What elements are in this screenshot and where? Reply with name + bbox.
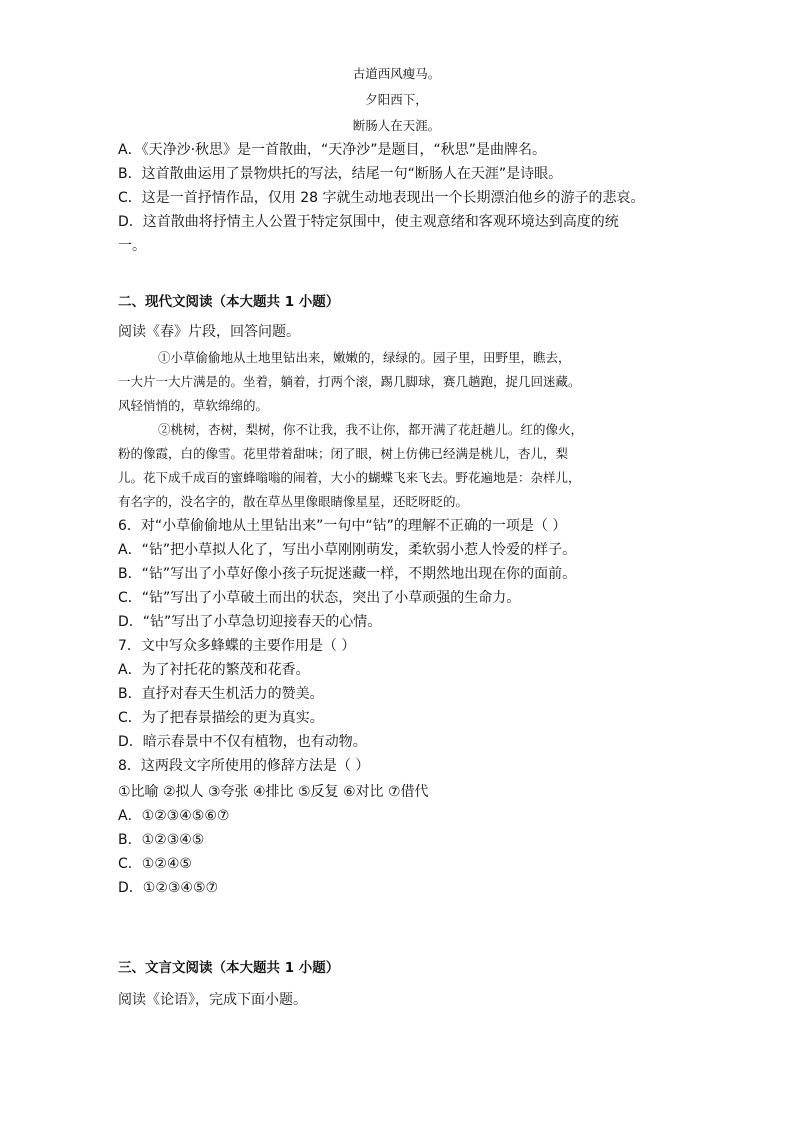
- section-intro: 阅读《春》片段，回答问题。: [118, 324, 300, 340]
- option-c: C．“钻”写出了小草破土而出的状态，突出了小草顽强的生命力。: [118, 590, 521, 606]
- section-heading: 三、文言文阅读（本大题共 1 小题）: [118, 960, 340, 976]
- section-intro: 阅读《论语》，完成下面小题。: [118, 992, 307, 1008]
- option-a: A．“钻”把小草拟人化了，写出小草刚刚萌发，柔软弱小惹人怜爱的样子。: [118, 542, 577, 558]
- option-c: C．这是一首抒情作品，仅用 28 字就生动地表现出一个长期漂泊他乡的游子的悲哀。: [118, 190, 645, 206]
- option-a: A．为了衬托花的繁茂和花香。: [118, 662, 310, 678]
- passage-line: 风轻悄悄的，草软绵绵的。: [118, 398, 269, 413]
- poem-line: 古道西风瘦马。: [352, 66, 441, 81]
- passage-line: ①小草偷偷地从土地里钻出来，嫩嫩的，绿绿的。园子里，田野里，瞧去，: [158, 350, 571, 365]
- passage-line: 一大片一大片满是的。坐着，躺着，打两个滚，踢几脚球，赛几趟跑，捉几回迷藏。: [118, 374, 581, 389]
- option-d: D．暗示春景中不仅有植物，也有动物。: [118, 734, 367, 750]
- option-d: D．①②③④⑤⑦: [118, 880, 219, 896]
- option-c: C．①②④⑤: [118, 856, 192, 872]
- option-d: D．“钻”写出了小草急切迎接春天的心情。: [118, 614, 382, 630]
- question-7: 7．文中写众多蜂蝶的主要作用是（ ）: [118, 638, 356, 654]
- section-heading: 二、现代文阅读（本大题共 1 小题）: [118, 294, 340, 310]
- option-b: B．“钻”写出了小草好像小孩子玩捉迷藏一样，不期然地出现在你的面前。: [118, 566, 577, 582]
- passage-line: 儿。花下成千成百的蜜蜂嗡嗡的闹着，大小的蝴蝶飞来飞去。野花遍地是：杂样儿，: [118, 470, 581, 485]
- question-6: 6．对“小草偷偷地从土里钻出来”一句中“钻”的理解不正确的一项是（ ）: [118, 518, 567, 534]
- passage-line: 粉的像霞，白的像雪。花里带着甜味；闭了眼，树上仿佛已经满是桃儿，杏儿，梨: [118, 446, 569, 461]
- option-b: B．①②③④⑤: [118, 832, 205, 848]
- passage-line: ②桃树，杏树，梨树，你不让我，我不让你，都开满了花赶趟儿。红的像火，: [158, 422, 584, 437]
- question-8: 8．这两段文字所使用的修辞方法是（ ）: [118, 758, 370, 774]
- option-a: A．①②③④⑤⑥⑦: [118, 808, 230, 824]
- rhetoric-list: ①比喻 ②拟人 ③夸张 ④排比 ⑤反复 ⑥对比 ⑦借代: [118, 784, 429, 800]
- passage-line: 有名字的，没名字的，散在草丛里像眼睛像星星，还眨呀眨的。: [118, 494, 469, 509]
- poem-line: 夕阳西下，: [365, 92, 428, 107]
- option-c: C．为了把春景描绘的更为真实。: [118, 710, 324, 726]
- option-b: B．直抒对春天生机活力的赞美。: [118, 686, 324, 702]
- option-d: D．这首散曲将抒情主人公置于特定氛围中，使主观意绪和客观环境达到高度的统: [118, 214, 619, 230]
- option-d-continued: 一。: [118, 238, 146, 254]
- poem-line: 断肠人在天涯。: [352, 118, 441, 133]
- option-a: A．《天净沙·秋思》是一首散曲，“天净沙”是题目，“秋思”是曲牌名。: [118, 142, 547, 158]
- option-b: B．这首散曲运用了景物烘托的写法，结尾一句“断肠人在天涯”是诗眼。: [118, 166, 563, 182]
